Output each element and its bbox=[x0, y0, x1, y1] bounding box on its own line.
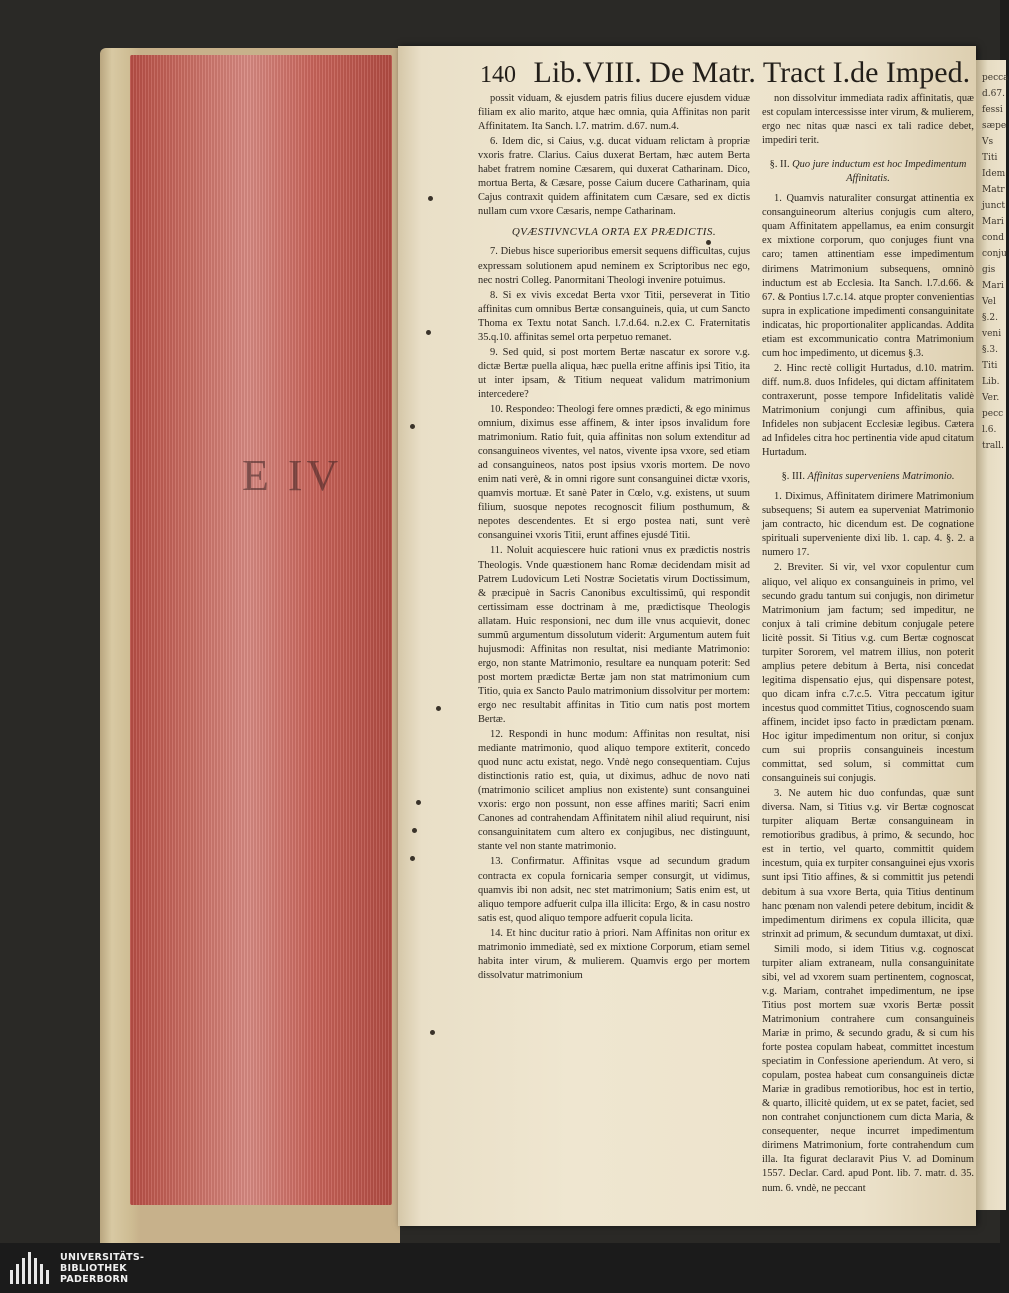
footer-bar bbox=[0, 1243, 1000, 1293]
paragraph: 12. Respondi in hunc modum: Affinitas non resultat, nisi mediante matrimonio, quod aliquo tempore extiterit, concedo quod nunc actu existat, nego. Vndè nego consequentiam. Cujus distinctionis ratio est, quia, ut diximus, adhuc de novo nati (matrimonio scilicet amplius non existente) sunt consanguinei vxoris: ergo non possunt, non esse affines mariti; Sacri enim Canones ad contrahendam Affinitatem nihil aliud requirunt, nisi consanguinitatem cum altero ex conjugibus, nec distinguunt, stante vel non stante matrimonio. bbox=[478, 729, 750, 853]
paragraph: 6. Idem dic, si Caius, v.g. ducat viduam relictam à propriæ vxoris fratre. Clarius. Caius duxerat Bertam, hæc autem Berta habet fratrem nomine Cæsarem, qui duxerat Catharinam. Dico, mortua Berta, & Cæsare, posse Caium ducere Catharinam, quia Cajus contraxit quidem affinitatem cum Cæsare, sed ex dictis nullam cum vxore Cæsaris, nempe Catharinam. bbox=[478, 136, 750, 218]
right-text-column bbox=[762, 92, 974, 1197]
left-text-column bbox=[478, 92, 750, 984]
paragraph: 1. Diximus, Affinitatem dirimere Matrimonium subsequens; Si autem ea superveniat Matrimonio jam contracto, hic dicendum est. De cognatione spirituali superveniente dixi lib. 1. cap. 4. §. 2. a numero 17. bbox=[762, 491, 974, 559]
page-hole bbox=[410, 856, 415, 861]
next-page-strip bbox=[976, 60, 1009, 1210]
running-header bbox=[480, 56, 971, 96]
next-page-fragment: cond bbox=[982, 233, 1005, 243]
paragraph: non dissolvitur immediata radix affinitatis, quæ est copulam intercessisse inter virum, & mulierem, ergo nec nitas quæ nasci ex tali radice debet, impediri terit. bbox=[762, 93, 974, 147]
next-page-fragment: §.3. bbox=[982, 345, 998, 355]
paragraph: 2. Hinc rectè colligit Hurtadus, d.10. matrim. diff. num.8. duos Infideles, qui dictam affinitatem contraxerunt, posse tempore Infidelitatis validè Matrimonium conjungi cum affinibus, quia Infideles non subjacent Ecclesiæ legibus. Cætera ad Infideles citra hoc pertinentia vide apud citatum Hurtadum. bbox=[762, 362, 974, 459]
page-hole bbox=[426, 330, 431, 335]
page-hole bbox=[416, 800, 421, 805]
next-page-fragment: Mari bbox=[982, 217, 1004, 227]
library-logo-icon bbox=[10, 1252, 52, 1284]
next-page-fragment: §.2. bbox=[982, 313, 998, 323]
section-heading: §. III. Affinitas superveniens Matrimonio. bbox=[781, 471, 955, 483]
next-page-fragment: Titi bbox=[982, 361, 998, 371]
next-page-fragment: Vel bbox=[982, 297, 996, 307]
next-page-fragment: l.6. bbox=[982, 425, 997, 435]
next-page-fragment: Titi bbox=[982, 153, 998, 163]
section-heading: §. II. Quo jure inductum est hoc Impedimentum Affinitatis. bbox=[769, 159, 967, 185]
page-hole bbox=[436, 706, 441, 711]
next-page-fragments bbox=[976, 60, 1009, 454]
paragraph: 11. Noluit acquiescere huic rationi vnus ex prædictis nostris Theologis. Vnde quæstionem hanc Romæ decidendam misit ad Patrem Ludovicum Leti Nostræ Societatis virum Doctissimum, & præcipuè in Sacris Canonibus excultissimũ, qui respondit certissimam esse doctrinam à me, prædictisque Theologis allatam. Huic responsioni, nec dum ille vnus acquievit, donec summũ argumentum dissolutum viderit: Argumentum autem fuit hujusmodi: Affinitas non resultat, nisi mediante Matrimonio: ergo, non stante Matrimonio, resultare ea nunquam poterit: Sed post mortem prædictæ Bertæ jam non stat matrimonium cum Titio, quia ex Sancto Paulo matrimonium dissolvitur per mortem: ergo nec resultabit affinitas in Titio cum natis post mortem Bertæ. bbox=[478, 545, 750, 726]
paragraph: 13. Confirmatur. Affinitas vsque ad secundum gradum contracta ex copula fornicaria semper consurgit, ut vidimus, quamvis ibi non adsit, nec stet matrimonium; Satis enim est, ut aliquo tempore adfuerit culpa illa illicita: Ergo, & in casu nostro satis est, quod aliquo tempore adfuerit copula licita. bbox=[478, 856, 750, 924]
paragraph: 2. Breviter. Si vir, vel vxor copulentur cum aliquo, vel aliquo ex consanguineis in primo, vel secundo gradu tantum sui conjugis, non dirimetur Matrimonium jam factum; sed impeditur, ne conjux à tali crimine debitum conjugale petere licitè possit. Si Titius v.g. cum Bertæ cognoscat turpiter Sororem, vel matrem illius, non poterit amplius petere debitum à Berta, nisi concedat legitima dispensatio ejus, qui dispensare potest, quo dicam infra c.7.c.5. Vitra peccatum igitur incestus quod committet Titius, cognoscendo suam affinem, incidet ipso facto in prædictam pœnam. Hoc igitur impedimentum non oritur, si conjux cum sui propriis consanguineis incestum committat, sed solum, si committat cum consanguineis sui conjugis. bbox=[762, 562, 974, 785]
paragraph: 14. Et hinc ducitur ratio à priori. Nam Affinitas non oritur ex matrimonio immediatè, sed ex mixtione Corporum, etiam semel habita inter virum, & mulierem. Quamvis ergo per mortem dissolvatur matrimonium bbox=[478, 927, 750, 981]
next-page-fragment: gis bbox=[982, 265, 996, 275]
next-page-fragment: conju bbox=[982, 249, 1007, 259]
next-page-fragment: fessi bbox=[982, 105, 1003, 115]
page-hole bbox=[412, 828, 417, 833]
next-page-fragment: sæpe bbox=[982, 121, 1007, 131]
page-hole bbox=[428, 196, 433, 201]
question-heading: QVÆSTIVNCVLA ORTA EX PRÆDICTIS. bbox=[511, 226, 717, 239]
next-page-fragment: Ver. bbox=[982, 393, 1000, 403]
next-page-fragment: Vs bbox=[982, 137, 994, 147]
page-hole bbox=[430, 1030, 435, 1035]
next-page-fragment: junct bbox=[982, 201, 1006, 211]
paragraph: Simili modo, si idem Titius v.g. cognoscat turpiter aliam extraneam, nulla consanguinitate sibi, vel ad vxorem suam pertinentem, cognoscat, v.g. Mariam, contrahet impedimentum, ne ipse Titius post mortem suæ vxoris Bertæ possit Matrimonium contrahere cum consanguineis Mariæ in primo, & secundo gradu, & si cum his forte postea copulam habeat, committet incestum speciatim in Confessione aperiendum. At vero, si copulam, postea habeat cum consanguineis dictæ Mariæ in gradibus remotioribus, hoc est in tertio, & quarto, illicitè quidem, ut ex se patet, faciet, sed non contrahet conjunctionem cum dicta Maria, & consequenter, neque incurret impedimentum dirimens Matrimonium, forte contrahendum cum illa. Ita figurat declaravit Pius V. ad Dominum 1557. Declar. Card. apud Pont. lib. 7. matr. d. 35. num. 6. vndè, ne peccant bbox=[762, 943, 974, 1194]
paragraph: 1. Quamvis naturaliter consurgat attinentia ex consanguineorum alterius conjugis cum altero, quam Affinitatem appellamus, ea enim consurgit ex mixtione corporum, quo conjuges fiunt vna caro; tamen attinentiam esse impedimentum dirimens Matrimonium subsequens, omninò inductum est ab Ecclesia. Ita Sanch. l.7.d.66. & 67. & Pontius l.7.c.14. atque propter convenientias supra in explicatione impedimenti consanguinitate indicatas, hic proportionaliter applicandas. Addita etiam est excommunicatio contra Matrimonium cum hoc impedimento, ut dicemus §.3. bbox=[762, 193, 974, 359]
page-hole bbox=[706, 240, 711, 245]
next-page-fragment: Mari bbox=[982, 281, 1004, 291]
next-page-fragment: Lib. bbox=[982, 377, 1000, 387]
next-page-fragment: pecca bbox=[982, 73, 1009, 83]
page-number: 140 bbox=[480, 62, 516, 88]
running-title: Lib.VIII. De Matr. Tract I.de Imped. bbox=[533, 56, 971, 89]
next-page-fragment: d.67. bbox=[982, 89, 1005, 99]
next-page-fragment: trall. bbox=[982, 441, 1004, 451]
next-page-fragment: Idem bbox=[982, 169, 1006, 179]
shelf-mark: E IV bbox=[242, 451, 343, 500]
paragraph: 3. Ne autem hic duo confundas, quæ sunt diversa. Nam, si Titius v.g. vir Bertæ cognoscat turpiter aliquam Bertæ consanguineam in remotioribus gradibus, à primo, & secundo, hoc est in tertio, vel quarto, committit quidem incestum, quia ex turpiter consanguinei ejus vxoris sunt ipsi Titio affines, & si committit jus petendi debitum à sua vxore Berta, quia Titius dentinum hanc pœnam non valendi petere debitum, incidit & impedimentum dirimens ex copula illicita, quæ strinxit ad primum, & secundum dumtaxat, ut dixi. bbox=[762, 788, 974, 940]
library-name: UNIVERSITÄTS- BIBLIOTHEK PADERBORN bbox=[60, 1252, 145, 1285]
paragraph: 7. Diebus hisce superioribus emersit sequens difficultas, cujus expressam solutionem apud neminem ex Scriptoribus nec ego, nec nostri Colleg. Panormitani Theologi invenire potuimus. bbox=[478, 246, 750, 286]
red-page-edge bbox=[130, 55, 392, 1205]
paragraph: 10. Respondeo: Theologi fere omnes prædicti, & ego minimus omnium, diximus esse affinem, & inter ipsos invalidum fore matrimonium. Ratio fuit, quia affinitas non solum extenditur ad consanguineos viventes, vel natos, vivente ipsa vxore, sed etiam ad consanguineos, natos post ipsius vxoris mortem. De novo enim nati verè, & in omni rigore sunt consanguinei dictæ vxoris, quamvis mortuæ. Et sanè Pater in Cœlo, v.g. existens, ut suum filium, suosque nepotes recognoscit filium posthumum, & nepotes descendentes. Et si ergo postea nati, sunt verè consanguinei vxoris Titii, erunt affines ejusdé Titii. bbox=[478, 403, 750, 542]
paragraph: 8. Si ex vivis excedat Berta vxor Titii, perseverat in Titio affinitas cum omnibus Bertæ consanguineis, quia, ut cum Sancto Thoma ex Textu notat Sanch. l.7.d.64. n.2.ex C. Fraternitatis 35.q.10. affinitas semel orta perpetuo remanet. bbox=[478, 289, 750, 343]
next-page-fragment: pecc bbox=[982, 409, 1004, 419]
page-hole bbox=[410, 424, 415, 429]
paragraph: possit viduam, & ejusdem patris filius ducere ejusdem viduæ filiam ex alio marito, atque hæc omnia, quia Affinitas non parit Affinitatem. Ita Sanch. l.7. matrim. d.67. num.4. bbox=[478, 93, 750, 133]
paragraph: 9. Sed quid, si post mortem Bertæ nascatur ex sorore v.g. dictæ Bertæ puella aliqua, hæc puella eritne affinis ipsi Titio, ita ut inter ipsam, & Titium nequeat validum matrimonium intercedere? bbox=[478, 346, 750, 400]
next-page-fragment: veni bbox=[982, 329, 1002, 339]
next-page-fragment: Matr bbox=[982, 185, 1005, 195]
